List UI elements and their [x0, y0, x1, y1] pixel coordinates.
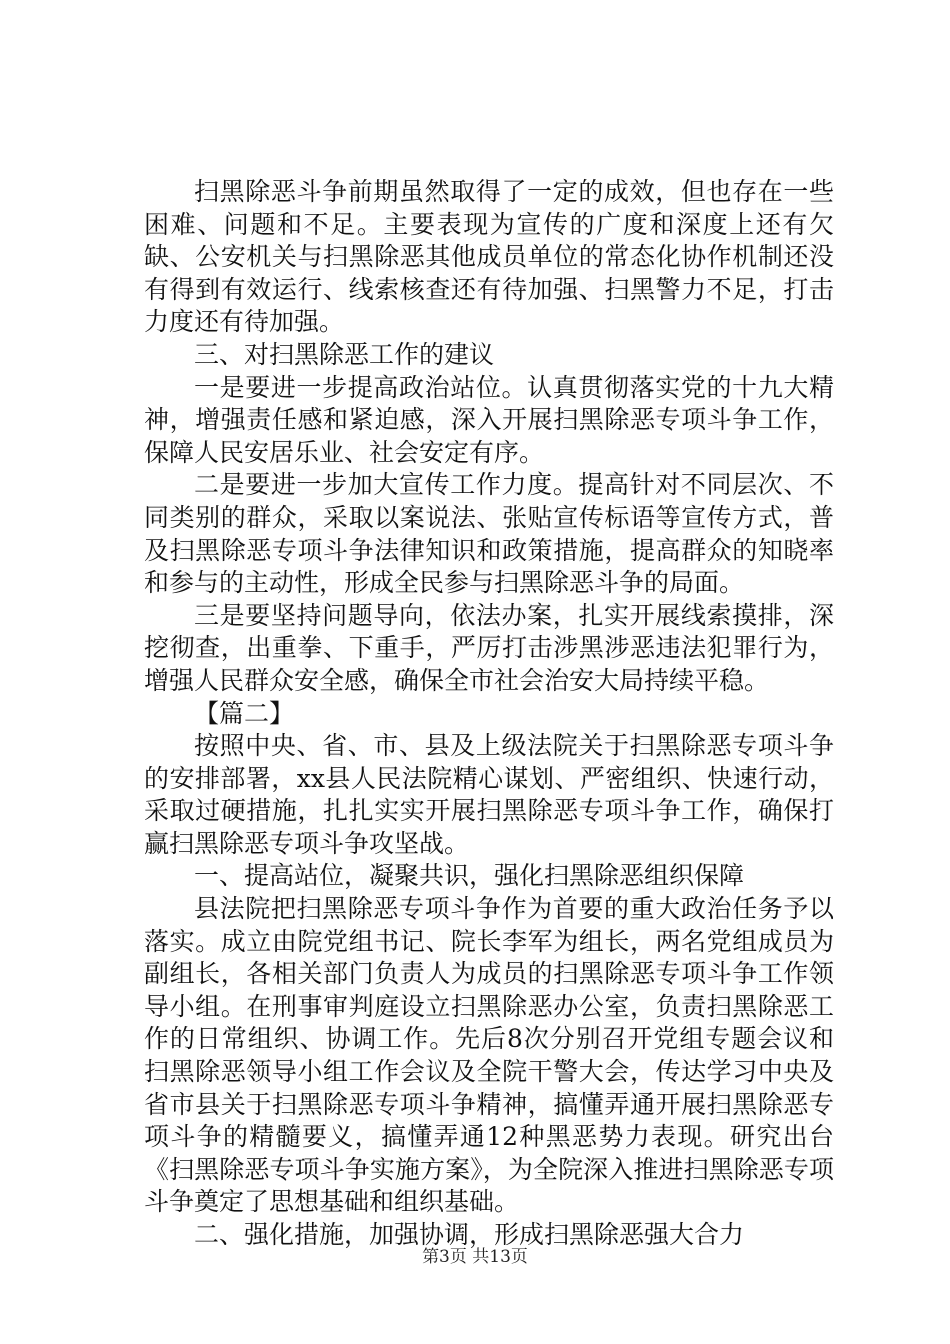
paragraph-part-two-intro: 按照中央、省、市、县及上级法院关于扫黑除恶专项斗争的安排部署，xx县人民法院精心谋划、严密组织、快速行动，采取过硬措施，扎扎实实开展扫黑除恶专项斗争工作，确保打赢扫黑除恶专项斗争攻坚战。 — [144, 731, 834, 858]
document-body — [144, 176, 834, 1252]
paragraph-difficulties: 扫黑除恶斗争前期虽然取得了一定的成效，但也存在一些困难、问题和不足。主要表现为宣传的广度和深度上还有欠缺、公安机关与扫黑除恶其他成员单位的常态化协作机制还没有得到有效运行、线索核查还有待加强、扫黑警力不足，打击力度还有待加强。 — [144, 177, 834, 337]
paragraph-suggestion-two: 二是要进一步加大宣传工作力度。提高针对不同层次、不同类别的群众，采取以案说法、张贴宣传标语等宣传方式，普及扫黑除恶专项斗争法律知识和政策措施，提高群众的知晓率和参与的主动性，形成全民参与扫黑除恶斗争的局面。 — [144, 470, 834, 598]
part-two-heading: 【篇二】 — [194, 698, 295, 728]
paragraph-suggestion-one: 一是要进一步提高政治站位。认真贯彻落实党的十九大精神，增强责任感和紧迫感，深入开展扫黑除恶专项斗争工作，保障人民安居乐业、社会安定有序。 — [144, 372, 834, 467]
page-footer: 第3页 共13页 — [422, 1247, 528, 1267]
paragraph-suggestion-three: 三是要坚持问题导向，依法办案，扎实开展线索摸排，深挖彻查，出重拳、下重手，严厉打击涉黑涉恶违法犯罪行为，增强人民群众安全感，确保全市社会治安大局持续平稳。 — [144, 600, 834, 695]
section-heading-two: 二、强化措施，加强协调，形成扫黑除恶强大合力 — [194, 1220, 745, 1249]
section-heading-suggestions: 三、对扫黑除恶工作的建议 — [194, 339, 495, 369]
section-heading-one: 一、提高站位，凝聚共识，强化扫黑除恶组织保障 — [194, 861, 745, 891]
paragraph-organization: 县法院把扫黑除恶专项斗争作为首要的重大政治任务予以落实。成立由院党组书记、院长李军为组长，两名党组成员为副组长，各相关部门负责人为成员的扫黑除恶专项斗争工作领导小组。在刑事审判庭设立扫黑除恶办公室，负责扫黑除恶工作的日常组织、协调工作。先后8次分别召开党组专题会议和扫黑除恶领导小组工作会议及全院干警大会，传达学习中央及省市县关于扫黑除恶专项斗争精神，搞懂弄通开展扫黑除恶专项斗争的精髓要义，搞懂弄通12种黑恶势力表现。研究出台《扫黑除恶专项斗争实施方案》，为全院深入推进扫黑除恶专项斗争奠定了思想基础和组织基础。 — [144, 894, 834, 1217]
